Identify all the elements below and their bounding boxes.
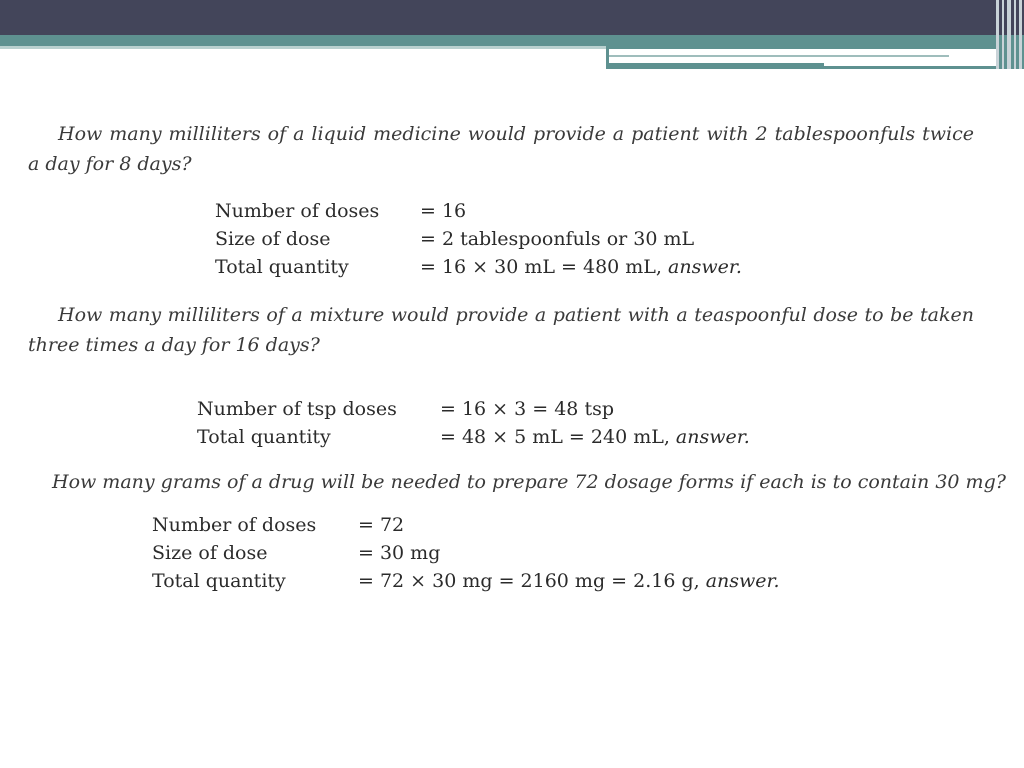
header-accent-line (0, 46, 606, 49)
calc-row (197, 395, 750, 423)
calc-row (215, 225, 742, 253)
calc-row (152, 539, 780, 567)
problem-2-question: How many milliliters of a mixture would provide a patient with a teaspoonful dose to be taken three times a day for 16 days? (28, 304, 974, 356)
header-corner-stripes (994, 0, 1024, 69)
calc-value: = 16 × 30 mL = 480 mL, answer. (420, 256, 742, 278)
calc-row (215, 197, 742, 225)
calc-value: = 2 tablespoonfuls or 30 mL (420, 228, 695, 250)
header-accent-line-thin (609, 55, 949, 57)
calc-row (197, 423, 750, 451)
header-accent-line-bold (609, 63, 824, 66)
calc-label: Total quantity (197, 426, 331, 448)
calc-row (152, 567, 780, 595)
calc-value: = 16 × 3 = 48 tsp (440, 398, 614, 420)
calc-label: Size of dose (152, 542, 268, 564)
problem-1-question: How many milliliters of a liquid medicine would provide a patient with 2 tablespoonfuls twice a day for 8 days? (28, 123, 974, 175)
calc-label: Number of doses (215, 200, 380, 222)
problem-3-calculation (152, 511, 780, 595)
answer-label: answer. (675, 426, 750, 448)
calc-label: Number of doses (152, 514, 317, 536)
calc-value: = 16 (420, 200, 467, 222)
calc-value: = 72 × 30 mg = 2160 mg = 2.16 g, answer. (358, 570, 780, 592)
calc-value: = 48 × 5 mL = 240 mL, answer. (440, 426, 750, 448)
calc-label: Size of dose (215, 228, 331, 250)
header-bar-teal (0, 35, 1024, 46)
problem-1-calculation (215, 197, 742, 281)
calc-row (152, 511, 780, 539)
calc-label: Total quantity (215, 256, 349, 278)
calc-row (215, 253, 742, 281)
calc-label: Number of tsp doses (197, 398, 397, 420)
problem-2-calculation (197, 395, 750, 451)
header-bar-dark (0, 0, 1024, 35)
calc-label: Total quantity (152, 570, 286, 592)
calc-value: = 72 (358, 514, 405, 536)
answer-label: answer. (705, 570, 780, 592)
problem-3-question: How many grams of a drug will be needed to prepare 72 dosage forms if each is to contain 30 mg? (52, 471, 1006, 493)
answer-label: answer. (668, 256, 742, 278)
calc-value: = 30 mg (358, 542, 441, 564)
